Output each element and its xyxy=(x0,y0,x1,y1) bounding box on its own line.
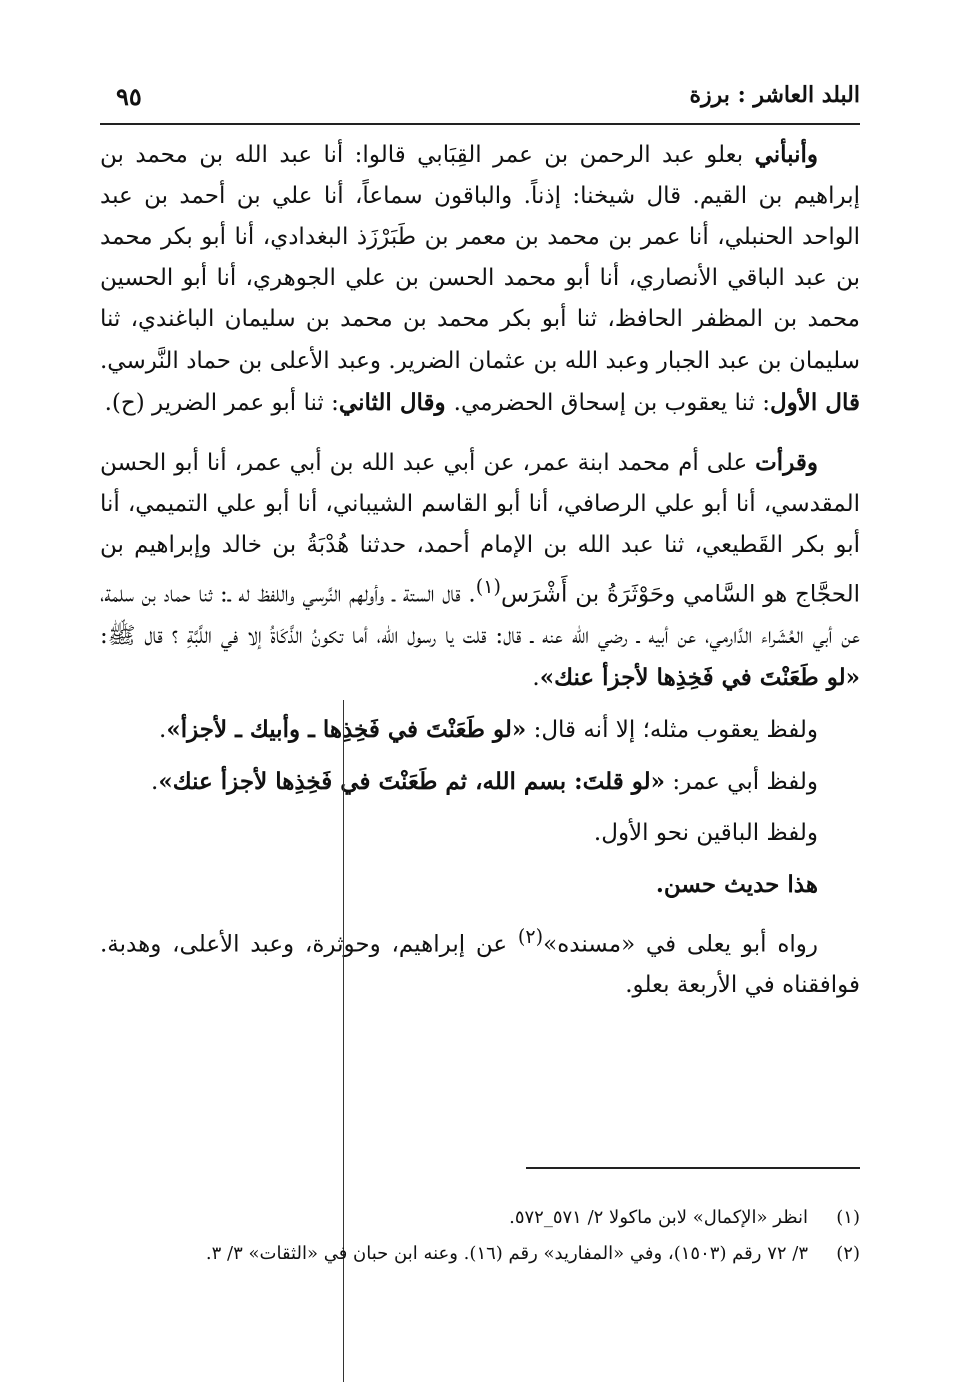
paragraph-isnad-1 xyxy=(100,134,860,424)
hadith-quote: «لو طَعَنْتَ في فَخِذِها لأجزأ عنك» xyxy=(539,663,860,691)
paragraph-isnad-2 xyxy=(100,442,860,699)
footnote-ref-2: (٢) xyxy=(517,924,544,948)
footnote-ref-1: (١) xyxy=(475,575,501,598)
footnote-1 xyxy=(100,1200,860,1236)
narrator-label-second: وقال الثاني xyxy=(338,389,454,416)
footnote-text: انظر «الإكمال» لابن ماكولا ٢/ ٥٧١_٥٧٢. xyxy=(509,1207,808,1228)
paragraph-variant-yaqub xyxy=(100,709,860,751)
page-number: ٩٥ xyxy=(116,82,142,111)
paragraph-grading xyxy=(100,864,860,906)
footnote-number: (٢) xyxy=(836,1243,860,1264)
paragraph-text: بعلو عبد الرحمن بن عمر القِبَابي قالوا: أنا عبد الله بن محمد بن إبراهيم بن القيم. قال شيخنا: إذناً. والباقون سماعاً، أنا علي بن أحمد بن عبد الواحد الحنبلي، أنا عمر بن محمد بن معمر بن طَبَرْزَذ البغدادي، أنا أبو بكر محمد بن عبد الباقي الأنصاري، أنا أبو محمد الحسن بن علي الجوهري، أنا أبو الحسين محمد بن المظفر الحافظ، ثنا أبو بكر محمد بن محمد بن سليمان الباغندي، ثنا سليمان بن عبد الجبار وعبد الله بن عثمان الضرير. وعبد الأعلى بن حماد النَّرسي. xyxy=(100,142,860,374)
footnote-2 xyxy=(100,1236,860,1272)
footnote-rule xyxy=(526,1167,860,1169)
footnote-number: (١) xyxy=(836,1207,860,1228)
footnotes xyxy=(100,1200,860,1272)
paragraph-text: ولفظ الباقين نحو الأول. xyxy=(593,819,818,846)
main-text xyxy=(100,134,860,1006)
paragraph-text: رواه أبو يعلى في «مسنده» xyxy=(543,931,818,958)
paragraph-text: عن إبراهيم، وحوثرة، وعبد الأعلى، وهدبة. فوافقناه في الأربعة بعلو. xyxy=(100,931,860,999)
paragraph-lead: وأنبأني xyxy=(754,141,818,168)
narrator-label-first: قال الأول xyxy=(769,389,860,416)
paragraph-text: : ثنا أبو عمر الضرير (ح). xyxy=(104,390,339,416)
paragraph-lead: وقرأت xyxy=(755,449,818,476)
hadith-quote: «لو قلتَ: بسم الله، ثم طَعَنْتَ في فَخِذِها لأجزأ عنك» xyxy=(158,767,666,795)
paragraph-takhrij xyxy=(100,916,860,1007)
page-header xyxy=(100,78,860,120)
footnote-text: ٣/ ٧٢ رقم (١٥٠٣)، وفي «المفاريد» رقم (١٦). وعنه ابن حبان في «الثقات» ٣/ ٣. xyxy=(205,1243,808,1264)
paragraph-text: . قال الستة ـ وأولهم النَّرسي واللفظ له ـ: ثنا حماد بن سلمة، عن أبي العُشَراء الدَّارمي، عن أبيه ـ رضي الله عنه ـ قال: قلت يا رسول الله، أما تكونُ الذَّكَاةُ إلا في اللَّبَّةِ ؟ قال ﷺ: xyxy=(100,581,860,649)
paragraph-text: . xyxy=(532,664,540,691)
paragraph-text: . xyxy=(159,716,167,743)
paragraph-text: على أم محمد ابنة عمر، عن أبي عبد الله بن أبي عمر، أنا أبو الحسن المقدسي، أنا أبو علي الرصافي، أنا أبو القاسم الشيباني، أنا أبو علي التميمي، أنا أبو بكر القَطيعي، ثنا عبد الله بن الإمام أحمد، حدثنا هُدْبَةُ بن خالد وإبراهيم بن الحجَّاج هو السَّامي وحَوْثَرَةُ بن أَشْرَس xyxy=(100,450,860,608)
scan-artifact-line xyxy=(343,700,344,1382)
paragraph-text: ولفظ أبي عمر: xyxy=(665,768,818,795)
header-rule xyxy=(100,123,860,125)
paragraph-text: ولفظ يعقوب مثله؛ إلا أنه قال: xyxy=(526,716,818,743)
paragraph-text: . xyxy=(151,768,159,795)
paragraph-variant-abu-umar xyxy=(100,761,860,803)
running-head: البلد العاشر : برزة xyxy=(689,82,860,108)
paragraph-text: : ثنا يعقوب بن إسحاق الحضرمي. xyxy=(453,390,770,416)
grading-text: هذا حديث حسن. xyxy=(655,870,818,898)
hadith-quote: «لو طَعَنْتَ في فَخِذِها ـ وأبيك ـ لأجزأ» xyxy=(166,715,527,743)
paragraph-variant-others xyxy=(100,813,860,854)
